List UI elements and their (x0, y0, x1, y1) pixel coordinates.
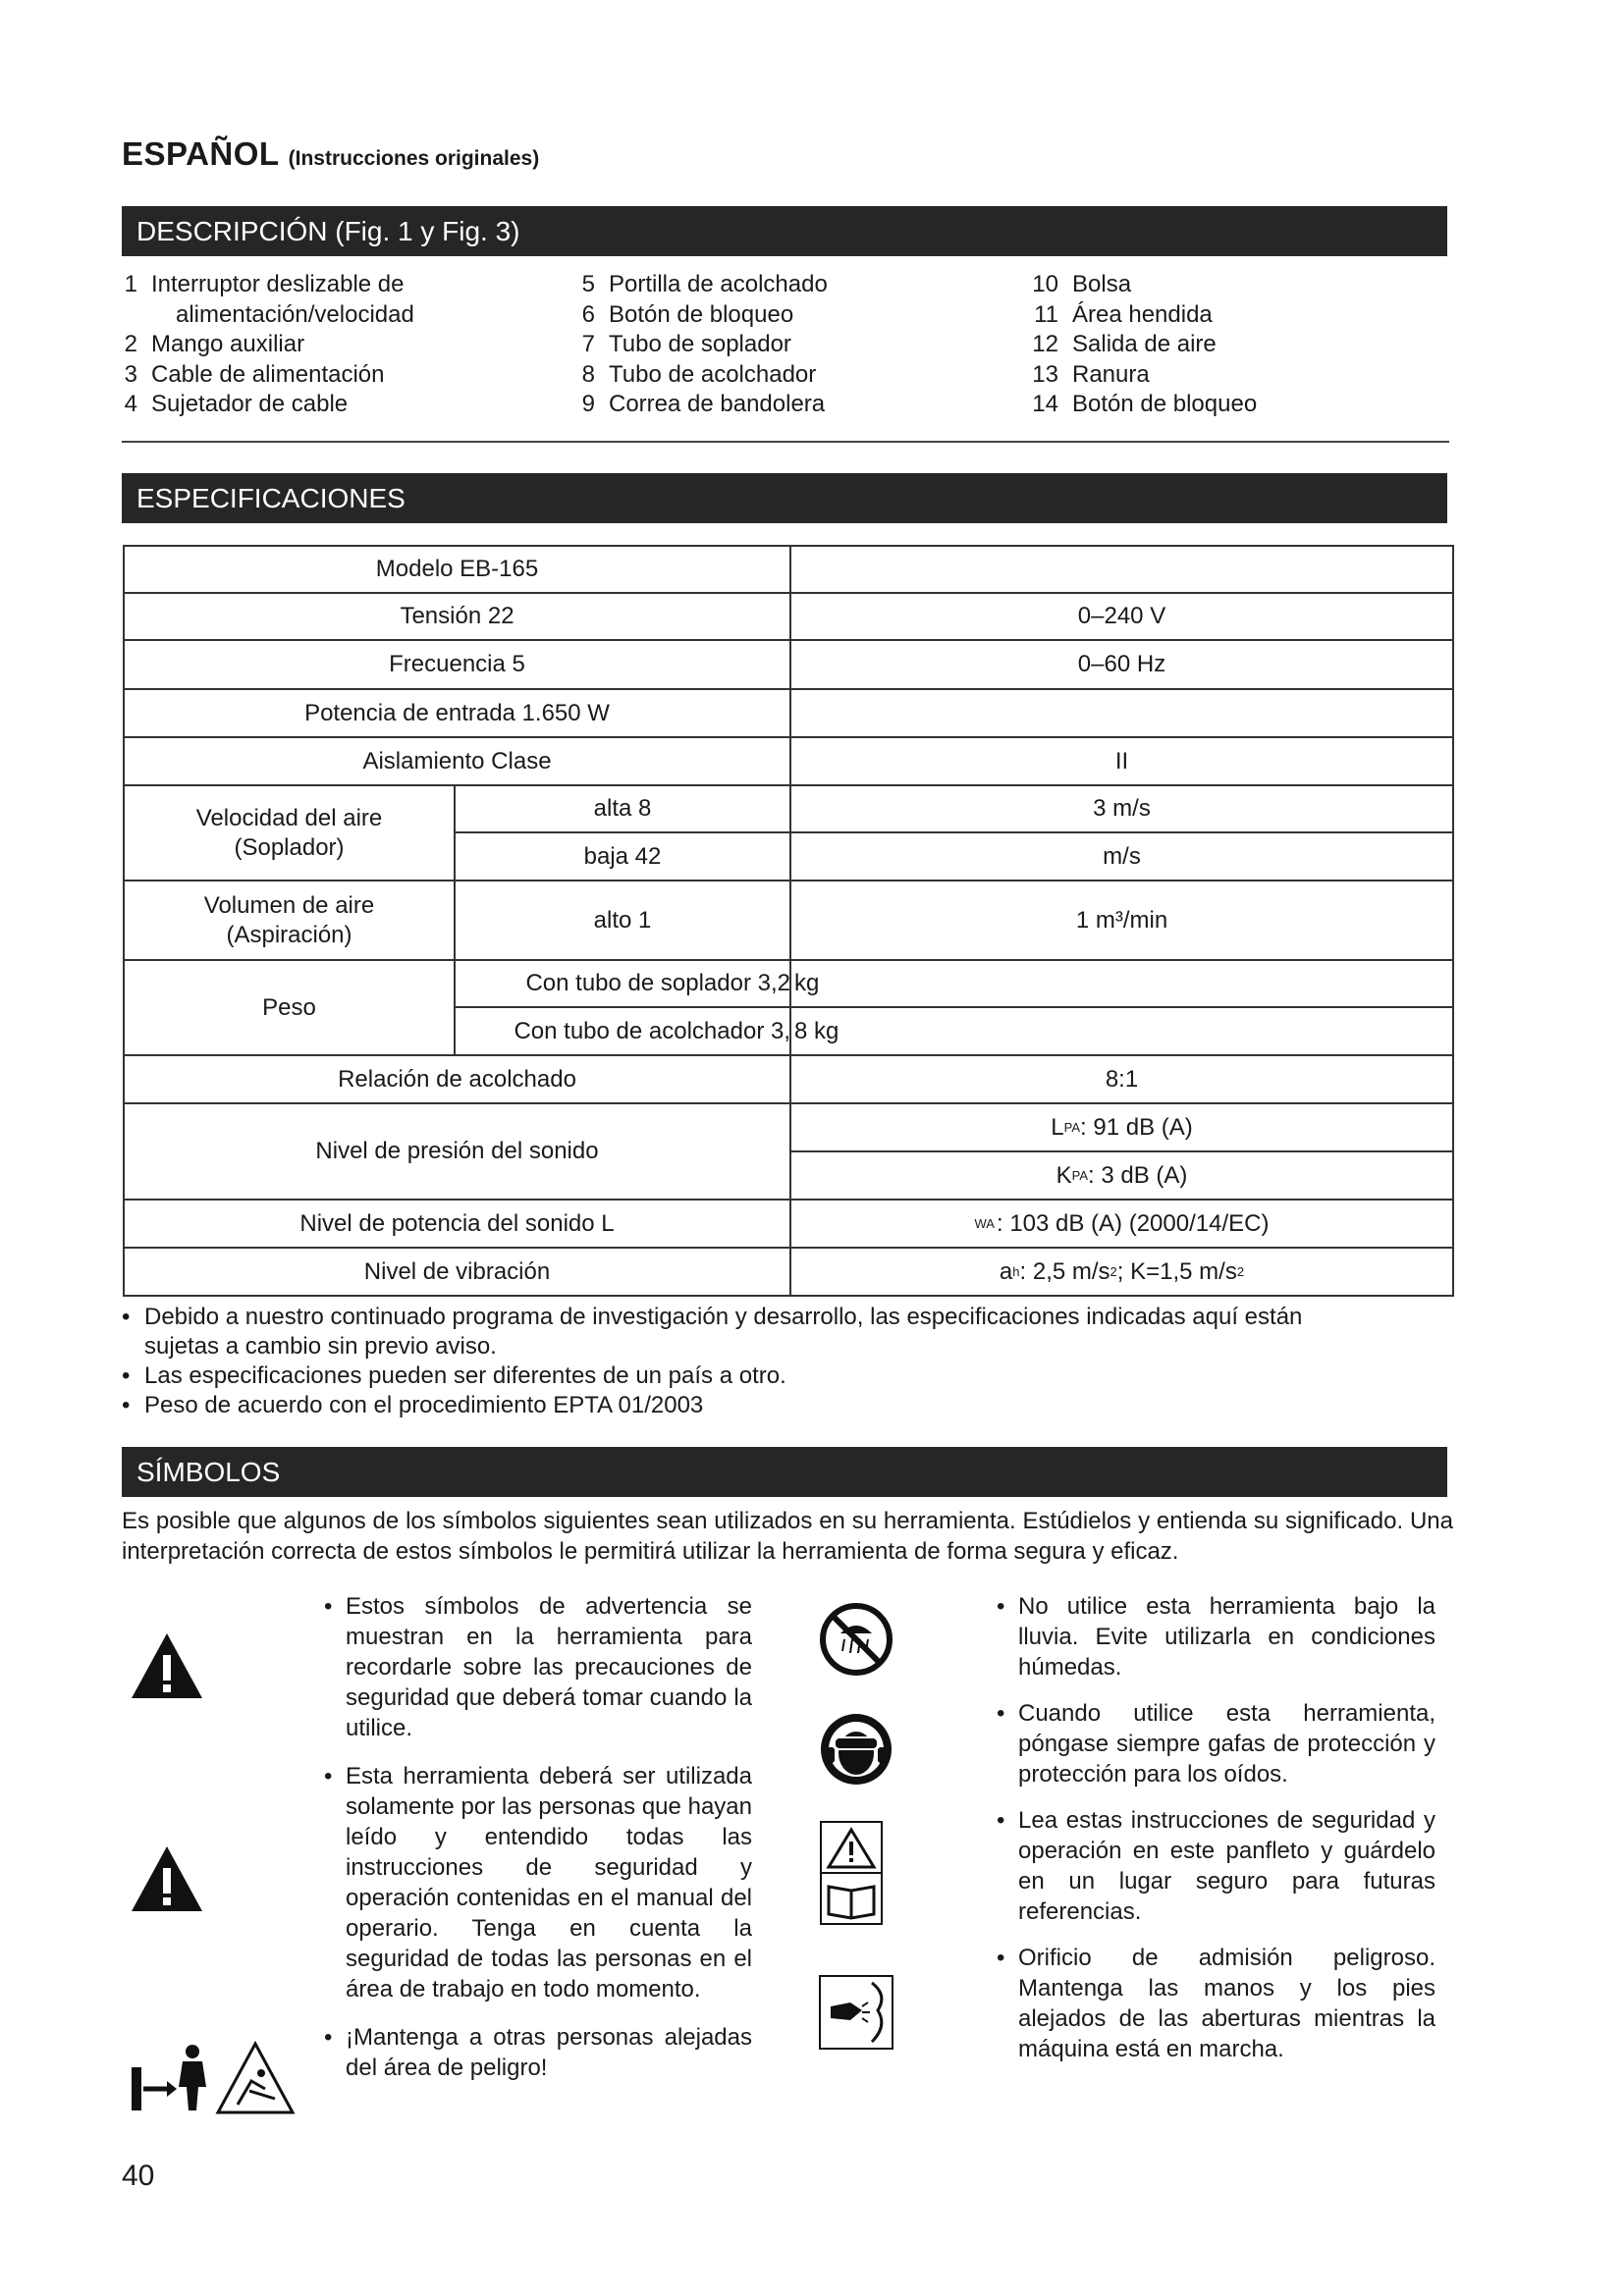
note-item (122, 1391, 1457, 1420)
symbol-description (997, 1698, 1435, 1789)
spec-frequency-label: Frecuencia 5 (389, 651, 525, 677)
spec-air-speed-high-value: 3 m/s (1093, 795, 1151, 822)
spec-power-label: Potencia de entrada 1.650 W (304, 699, 610, 726)
bullet-icon: • (997, 1700, 1005, 1727)
language-title: ESPAÑOL (122, 135, 279, 172)
bullet-icon: • (324, 1763, 333, 1789)
item-label: Área hendida (1072, 300, 1213, 328)
kpa-symbol: K (1056, 1161, 1072, 1189)
note-text: Peso de acuerdo con el procedimiento EPTA 01/2003 (144, 1392, 704, 1418)
item-number: 3 (124, 360, 137, 388)
symbol-text: Orificio de admisión peligroso. Mantenga las manos y los pies alejados de las aberturas mientras la máquina está en marcha. (1018, 1945, 1435, 2062)
vibration-symbol: a (999, 1257, 1013, 1285)
item-label-line1: Interruptor deslizable de (151, 271, 405, 297)
symbols-intro: Es posible que algunos de los símbolos siguientes sean utilizados en su herramienta. Estúdielos y entienda su significado. Una interpretación correcta de estos símbolos le permitirá utilizar la herramienta de forma segura y eficaz. (122, 1508, 1453, 1565)
spec-weight-blower (455, 960, 1126, 1007)
weight-blower-unit: kg (794, 970, 820, 996)
note-line: sujetas a cambio sin previo aviso. (144, 1333, 497, 1360)
air-speed-label-line2: (Soplador) (234, 833, 345, 861)
spec-weight-mulcher (455, 1007, 1126, 1055)
item-number: 7 (581, 331, 595, 357)
spec-air-volume-label (124, 881, 455, 960)
eye-ear-protection-icon (817, 1710, 895, 1789)
spec-air-speed-low-label: baja 42 (583, 842, 662, 870)
read-manual-icon (817, 1818, 886, 1928)
lpa-symbol: L (1051, 1113, 1064, 1141)
symbols-section-title: SÍMBOLOS (122, 1447, 1447, 1497)
symbol-text: No utilice esta herramienta bajo la lluvia. Evite utilizarla en condiciones húmedas. (1018, 1593, 1435, 1681)
no-rain-icon (817, 1600, 895, 1679)
spec-vibration-label: Nivel de vibración (363, 1257, 551, 1285)
symbol-description (997, 1943, 1435, 2064)
item-number: 6 (581, 300, 595, 328)
bullet-icon: • (122, 1362, 131, 1389)
symbol-text: ¡Mantenga a otras personas alejadas del área de peligro! (346, 2024, 752, 2081)
item-number: 5 (581, 271, 595, 297)
note-item (122, 1362, 1457, 1391)
vibration-k-number: ; K=1,5 m/s (1116, 1257, 1237, 1285)
symbol-description (324, 1591, 752, 1743)
item-label: Correa de bandolera (609, 391, 826, 417)
symbols-right-text (997, 1591, 1435, 2064)
symbol-text: Esta herramienta deberá ser utilizada solamente por las personas que hayan leído y entendido todas las instrucciones de seguridad y operación contenidas en el manual del operario. Tenga en cuenta la seguridad de todas las personas en el área de trabajo en todo momento. (346, 1763, 752, 2002)
spec-weight-label: Peso (262, 993, 316, 1021)
spec-sound-pressure-label: Nivel de presión del sonido (315, 1138, 599, 1164)
item-label: Botón de bloqueo (609, 300, 794, 328)
spec-air-speed-low-value: m/s (1103, 842, 1141, 870)
air-volume-label-line2: (Aspiración) (226, 921, 352, 948)
air-speed-label-line1: Velocidad del aire (195, 804, 383, 831)
spec-air-speed-label (124, 785, 455, 881)
spec-air-volume-high-value: 1 m³/min (1075, 906, 1168, 934)
symbol-text: Lea estas instrucciones de seguridad y operación en este panfleto y guárdelo en un lugar seguro para futuras referencias. (1018, 1807, 1435, 1925)
note-item (122, 1303, 1457, 1362)
item-label: Salida de aire (1072, 331, 1217, 357)
kpa-number: : 3 dB (A) (1088, 1161, 1188, 1189)
warning-triangle-icon (128, 1628, 206, 1706)
symbol-description (997, 1805, 1435, 1927)
vibration-k-superscript: 2 (1236, 1263, 1245, 1279)
item-label: Mango auxiliar (151, 331, 305, 357)
spec-mulch-ratio-label: Relación de acolchado (338, 1065, 576, 1093)
item-number: 13 (1032, 360, 1058, 388)
symbol-description (997, 1591, 1435, 1682)
lpa-subscript: PA (1063, 1119, 1081, 1135)
item-label: Sujetador de cable (151, 391, 349, 417)
spec-insulation-label: Aislamiento Clase (362, 747, 552, 774)
vibration-number: : 2,5 m/s (1019, 1257, 1110, 1285)
spec-mulch-ratio-value: 8:1 (1105, 1065, 1139, 1093)
sound-power-number: : 103 dB (A) (2000/14/EC) (996, 1209, 1270, 1237)
weight-mulcher-value: Con tubo de acolchador 3, (514, 1017, 790, 1044)
note-text (144, 1303, 1457, 1362)
item-number: 8 (581, 360, 595, 388)
spec-frequency-value: 0–60 Hz (1077, 651, 1166, 677)
item-label: Cable de alimentación (151, 360, 385, 388)
warning-triangle-icon (128, 1841, 206, 1919)
weight-blower-value: Con tubo de soplador 3,2 (525, 970, 790, 996)
bullet-icon: • (997, 1807, 1005, 1834)
vibration-superscript: 2 (1110, 1263, 1117, 1279)
item-number: 2 (124, 331, 137, 357)
symbol-text: Estos símbolos de advertencia se muestran en la herramienta para recordarle sobre las precauciones de seguridad que deberá tomar cuando la utilice. (346, 1593, 752, 1741)
note-line: Debido a nuestro continuado programa de investigación y desarrollo, las especificaciones indicadas aquí están (144, 1304, 1303, 1330)
spec-air-speed-high-label: alta 8 (593, 795, 652, 822)
item-number: 9 (581, 391, 595, 417)
spec-sound-power-label: Nivel de potencia del sonido L (299, 1209, 615, 1237)
description-section-title: DESCRIPCIÓN (Fig. 1 y Fig. 3) (122, 206, 1447, 256)
symbols-left-text (324, 1591, 752, 2083)
spec-voltage-value: 0–240 V (1077, 603, 1166, 629)
item-number: 14 (1032, 391, 1058, 417)
item-number: 12 (1032, 331, 1058, 357)
item-label: Tubo de acolchador (609, 360, 817, 388)
item-label: Tubo de soplador (609, 331, 791, 357)
lpa-number: : 91 dB (A) (1080, 1113, 1193, 1141)
item-number: 11 (1034, 300, 1058, 328)
bullet-icon: • (122, 1304, 131, 1330)
item-number: 10 (1032, 271, 1058, 297)
spec-kpa-value (790, 1151, 1453, 1200)
spec-vibration-value (790, 1248, 1453, 1296)
bullet-icon: • (324, 2024, 333, 2051)
page-number: 40 (122, 2160, 155, 2192)
vibration-subscript: h (1012, 1263, 1020, 1279)
item-number: 4 (124, 391, 137, 417)
spec-lpa-value (790, 1103, 1453, 1151)
specifications-section-title: ESPECIFICACIONES (122, 473, 1447, 523)
symbol-description (324, 1761, 752, 2004)
hazardous-intake-icon (817, 1973, 895, 2052)
spec-voltage-label: Tensión 22 (400, 603, 514, 629)
spec-insulation-value: II (1114, 747, 1129, 774)
weight-mulcher-unit: 8 kg (794, 1017, 839, 1044)
item-number: 1 (124, 271, 137, 297)
spec-notes (122, 1303, 1457, 1420)
language-subtitle: (Instrucciones originales) (288, 147, 540, 170)
symbol-description (324, 2022, 752, 2083)
item-label: Botón de bloqueo (1072, 391, 1258, 417)
kpa-subscript: PA (1071, 1167, 1089, 1183)
bullet-icon: • (122, 1392, 131, 1418)
sound-power-subscript: WA (974, 1215, 995, 1231)
bullet-icon: • (997, 1593, 1005, 1620)
item-label: Portilla de acolchado (609, 271, 828, 297)
item-label-line2: alimentación/velocidad (176, 300, 414, 328)
air-volume-label-line1: Volumen de aire (203, 891, 375, 919)
spec-air-volume-high-label: alto 1 (593, 906, 652, 934)
bullet-icon: • (324, 1593, 333, 1620)
spec-model: Modelo EB-165 (375, 556, 539, 582)
spec-sound-power-value (790, 1200, 1453, 1248)
bullet-icon: • (997, 1945, 1005, 1971)
item-label: Bolsa (1072, 271, 1132, 297)
item-label: Ranura (1072, 360, 1150, 388)
note-text: Las especificaciones pueden ser diferentes de un país a otro. (144, 1362, 786, 1389)
keep-distance-icon (128, 2030, 297, 2118)
symbol-text: Cuando utilice esta herramienta, póngase siempre gafas de protección y protección para los oídos. (1018, 1700, 1435, 1788)
